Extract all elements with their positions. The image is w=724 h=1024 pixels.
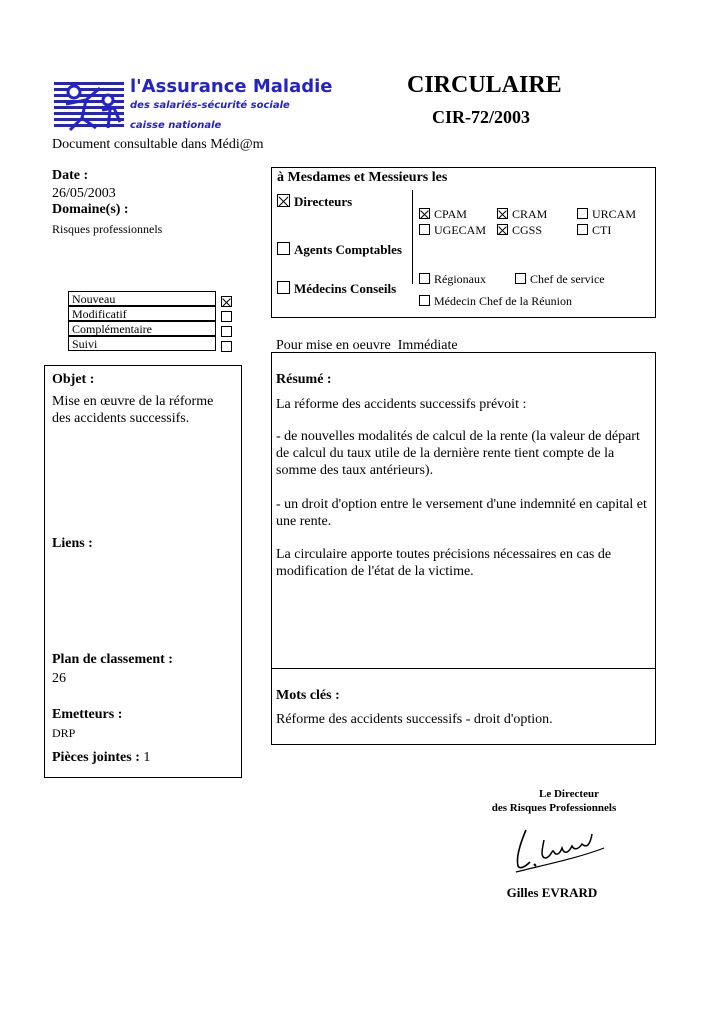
med-chef-service[interactable]: [515, 272, 605, 287]
org-ugecam[interactable]: [419, 223, 486, 238]
agents-label: Agents Comptables: [294, 242, 402, 257]
org-cti[interactable]: [577, 223, 611, 238]
mots-cles-label: Mots clés :: [276, 688, 340, 703]
mise-en-oeuvre-label: Pour mise en oeuvre: [276, 338, 391, 353]
domaine-value: Risques professionnels: [52, 222, 163, 236]
med-chef-reunion[interactable]: [419, 294, 572, 309]
logo-line1: l'Assurance Maladie: [130, 76, 333, 97]
cram-label: CRAM: [512, 207, 548, 221]
med-regionaux[interactable]: [419, 272, 486, 287]
directeurs-label: Directeurs: [294, 194, 353, 209]
cti-checkbox[interactable]: [577, 224, 588, 235]
logo-line2: des salariés-sécurité sociale: [130, 100, 290, 111]
regionaux-checkbox[interactable]: [419, 273, 430, 284]
chef-service-label: Chef de service: [530, 272, 605, 286]
signatory-name: Gilles EVRARD: [506, 885, 598, 900]
cgss-checkbox[interactable]: [497, 224, 508, 235]
date-label: Date :: [52, 168, 89, 183]
urcam-label: URCAM: [592, 207, 637, 221]
liens-label: Liens :: [52, 536, 93, 551]
urcam-checkbox[interactable]: [577, 208, 588, 219]
signature-title-1: Le Directeur: [539, 788, 599, 800]
resume-p4: La circulaire apporte toutes précisions nécessaires en cas de modification de l'état de la victime.: [276, 547, 612, 579]
resume-p2: - de nouvelles modalités de calcul de la rente (la valeur de départ de calcul du taux utile de la dernière rente tient compte de la somme des taux antérieurs).: [276, 429, 640, 478]
cgss-label: CGSS: [512, 223, 543, 237]
regionaux-label: Régionaux: [434, 272, 486, 286]
logo-line3: caisse nationale: [130, 120, 222, 131]
plan-value: 26: [52, 671, 66, 686]
directeurs-option[interactable]: [277, 193, 352, 211]
org-cpam[interactable]: [419, 207, 467, 222]
status-table: [68, 291, 238, 351]
logo-figure-icon: [52, 78, 126, 134]
agents-checkbox[interactable]: [277, 242, 290, 255]
org-cram[interactable]: [497, 207, 547, 222]
domaine-label: Domaine(s) :: [52, 202, 129, 217]
ugecam-checkbox[interactable]: [419, 224, 430, 235]
date-value: 26/05/2003: [52, 186, 116, 201]
emetteurs-value: DRP: [52, 726, 76, 740]
emetteurs-label: Emetteurs :: [52, 707, 123, 722]
status-checkbox-suivi[interactable]: [221, 341, 232, 352]
pieces-value: 1: [143, 750, 151, 765]
chef-service-checkbox[interactable]: [515, 273, 526, 284]
agents-option[interactable]: [277, 241, 402, 259]
cpam-checkbox[interactable]: [419, 208, 430, 219]
signature-title-2: des Risques Professionnels: [491, 802, 617, 814]
chef-reunion-checkbox[interactable]: [419, 295, 430, 306]
org-urcam[interactable]: [577, 207, 636, 222]
resume-p3: - un droit d'option entre le versement d'une indemnité en capital et une rente.: [276, 497, 647, 529]
cti-label: CTI: [592, 223, 612, 237]
cpam-label: CPAM: [434, 207, 467, 221]
recipients-heading: à Mesdames et Messieurs les: [277, 170, 448, 185]
status-label-suivi: Suivi: [72, 337, 98, 351]
status-label-nouveau: Nouveau: [72, 292, 116, 306]
pieces-label: Pièces jointes :: [52, 750, 140, 765]
status-label-modificatif: Modificatif: [72, 307, 127, 321]
status-label-complementaire: Complémentaire: [72, 322, 152, 336]
circular-ref: CIR-72/2003: [432, 107, 530, 127]
medecins-label: Médecins Conseils: [294, 281, 397, 296]
ugecam-label: UGECAM: [434, 223, 487, 237]
objet-text: Mise en œuvre de la réforme des accidents successifs.: [52, 394, 214, 426]
plan-label: Plan de classement :: [52, 652, 173, 667]
objet-label: Objet :: [52, 372, 95, 387]
medecins-checkbox[interactable]: [277, 281, 290, 294]
directeurs-checkbox[interactable]: [277, 194, 290, 207]
resume-label: Résumé :: [276, 372, 332, 387]
consultable-note: Document consultable dans Médi@m: [52, 137, 264, 152]
mise-en-oeuvre-value: Immédiate: [397, 338, 458, 353]
cram-checkbox[interactable]: [497, 208, 508, 219]
mots-cles-box: [271, 668, 656, 745]
mots-cles-value: Réforme des accidents successifs - droit d'option.: [276, 712, 553, 727]
page-title: CIRCULAIRE: [407, 72, 562, 98]
recipients-divider: [412, 190, 413, 284]
logo: [52, 76, 333, 134]
chef-reunion-label: Médecin Chef de la Réunion: [434, 294, 572, 308]
resume-p1: La réforme des accidents successifs prévoit :: [276, 397, 527, 412]
org-cgss[interactable]: [497, 223, 542, 238]
medecins-option[interactable]: [277, 280, 396, 298]
handwritten-signature: [508, 820, 608, 876]
pieces-jointes: [52, 749, 150, 766]
